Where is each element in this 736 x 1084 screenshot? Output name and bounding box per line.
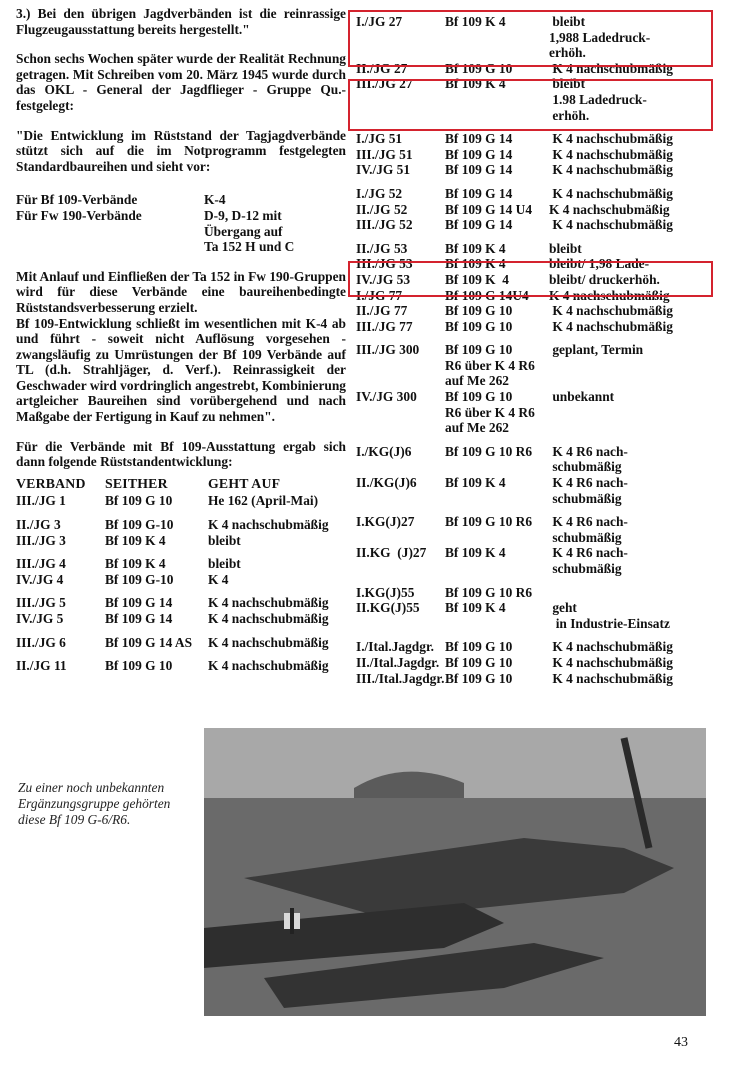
cell-geht-auf: bleibt: [208, 532, 241, 548]
cell-seither: Bf 109 G 10 R6: [445, 443, 533, 459]
cell-geht-auf: K 4 R6 nach-: [549, 545, 628, 561]
table-row: [356, 639, 716, 655]
allocation-unit: Für Bf 109-Verbände: [16, 192, 138, 208]
cell-geht-auf: K 4 nachschubmäßig: [549, 639, 673, 655]
cell-seither: Bf 109 G 14: [445, 131, 513, 147]
cell-geht-auf: K 4 R6 nach-: [549, 514, 628, 530]
row-spacer: [16, 548, 346, 556]
table-row: [356, 475, 716, 491]
cell-verband: II./JG 77: [356, 303, 408, 319]
table-row: [16, 556, 346, 572]
cell-seither: Bf 109 K 4: [445, 545, 506, 561]
cell-verband: I./JG 27: [356, 14, 403, 29]
cell-seither: Bf 109 G 10: [445, 389, 513, 405]
cell-verband: [356, 420, 445, 436]
cell-geht-auf: bleibt: [549, 14, 586, 29]
table-row: [356, 444, 716, 460]
cell-geht-auf: [549, 373, 709, 389]
cell-seither: Bf 109 G-10: [105, 517, 174, 533]
table-row: [356, 561, 716, 577]
cell-seither: Bf 109 G 10: [445, 670, 513, 686]
cell-geht-auf: bleibt: [549, 240, 582, 256]
row-spacer: [356, 233, 716, 241]
cell-seither: Bf 109 G 10 R6: [445, 584, 533, 600]
cell-seither: Bf 109 G 10: [445, 318, 513, 334]
cell-geht-auf: K 4 nachschubmäßig: [208, 658, 329, 674]
cell-verband: IV./JG 300: [356, 389, 417, 405]
column-header-seither: SEITHER: [105, 475, 168, 491]
table-row: [356, 186, 716, 202]
cell-verband: [356, 459, 445, 475]
paragraph-4: Mit Anlauf und Einfließen der Ta 152 in Fw 190-Gruppen wird für diese Verbände eine baureihenbedingte Rüststandsverbesserung erzielt.: [16, 268, 346, 315]
table-row: [356, 147, 716, 163]
paragraph-5: Bf 109-Entwicklung schließt im wesentlichen mit K-4 ab und führt - soweit nicht Auflösung vorgesehen - zwangsläufig zu Umrüstungen der Bf 109 Verbände auf TL (d.h. Strahljäger, d. Verf.). Reinrassigkeit der Geschwader wird vordringlich angestrebt, Kombinierung artgleicher Baureihen sind vorübergehend und nach Maßgabe der Fertigung in Kauf zu nehmen".: [16, 315, 346, 425]
cell-seither: Bf 109 G 14U4: [445, 287, 529, 303]
cell-geht-auf: erhöh.: [549, 45, 586, 61]
table-row: [356, 459, 716, 475]
cell-geht-auf: K 4 nachschubmäßig: [208, 595, 329, 611]
cell-geht-auf: K 4 nachschubmäßig: [549, 287, 670, 303]
cell-seither: Bf 109 K 4: [445, 600, 506, 616]
cell-seither: Bf 109 K 4: [105, 556, 166, 572]
aircraft-photo-illustration: [204, 728, 706, 1016]
table-row: [16, 517, 346, 533]
row-spacer: [356, 178, 716, 186]
cell-geht-auf: [549, 405, 709, 421]
cell-geht-auf: unbekannt: [549, 389, 615, 405]
cell-seither: Bf 109 K 4: [445, 256, 506, 272]
table-row: [356, 217, 716, 233]
cell-verband: [356, 616, 445, 632]
page-number: 43: [674, 1035, 688, 1050]
cell-seither: Bf 109 G 14 U4: [445, 201, 533, 217]
allocation-type: Übergang auf: [204, 223, 283, 239]
table-row: [356, 319, 716, 335]
cell-seither: Bf 109 G 10: [445, 303, 513, 319]
row-spacer: [356, 334, 716, 342]
cell-verband: II./KG(J)6: [356, 475, 417, 491]
cell-geht-auf: K 4 nachschubmäßig: [549, 318, 673, 334]
paragraph-2: Schon sechs Wochen später wurde der Realität Rechnung getragen. Mit Schreiben vom 20. März 1945 wurde durch das OKL - General der Jagdflieger - Gruppe Qu.- festgelegt:: [16, 51, 346, 113]
table-row: [356, 671, 716, 687]
cell-seither: Bf 109 G 10: [445, 639, 513, 655]
row-spacer: [16, 650, 346, 658]
paragraph-3: "Die Entwicklung im Rüststand der Tagjagdverbände stützt sich auf die im Notprogramm festgelegten Standardbaureihen und sieht vor:: [16, 127, 346, 174]
row-spacer: [16, 627, 346, 635]
cell-verband: IV./JG 4: [16, 571, 64, 587]
photo-caption: Zu einer noch unbekannten Ergänzungsgruppe gehörten diese Bf 109 G-6/R6.: [18, 780, 171, 827]
cell-verband: I.KG(J)27: [356, 514, 415, 530]
cell-verband: III./JG 6: [16, 634, 66, 650]
cell-seither: R6 über K 4 R6: [445, 357, 535, 373]
cell-geht-auf: schubmäßig: [549, 490, 622, 506]
cell-geht-auf: K 4 nachschubmäßig: [208, 634, 329, 650]
cell-geht-auf: K 4 nachschubmäßig: [549, 146, 673, 162]
cell-geht-auf: geht: [549, 600, 577, 616]
cell-seither: Bf 109 G 14: [445, 146, 513, 162]
allocation-type: K-4: [204, 192, 226, 208]
cell-verband: [356, 561, 445, 577]
cell-seither: Bf 109 K 4: [105, 532, 166, 548]
table-row: [356, 420, 716, 436]
cell-verband: III./JG 4: [16, 556, 66, 572]
table-row: [16, 572, 346, 588]
cell-verband: III./JG 5: [16, 595, 66, 611]
cell-verband: I.KG(J)55: [356, 584, 415, 600]
cell-verband: IV./JG 5: [16, 611, 64, 626]
row-spacer: [356, 631, 716, 639]
cell-seither: Bf 109 G 14: [445, 162, 513, 178]
cell-verband: II./JG 53: [356, 240, 408, 256]
highlight-box-jg53: [348, 261, 713, 297]
column-header-verband: VERBAND: [16, 475, 86, 491]
table-row: [16, 595, 346, 611]
cell-seither: Bf 109 K 4: [445, 475, 506, 491]
cell-verband: II.KG(J)55: [356, 600, 420, 616]
cell-seither: Bf 109 G 14 AS: [105, 634, 193, 650]
table-row: [356, 342, 716, 358]
table-row: [356, 202, 716, 218]
cell-seither: Bf 109 G 14: [105, 611, 173, 626]
cell-seither: auf Me 262: [445, 373, 509, 389]
cell-verband: [356, 530, 445, 546]
cell-verband: III./JG 52: [356, 217, 413, 233]
cell-geht-auf: geplant, Termin: [549, 342, 644, 358]
cell-geht-auf: K 4 nachschubmäßig: [208, 611, 329, 626]
paragraph-1: 3.) Bei den übrigen Jagdverbänden ist die reinrassige Flugzeugausstattung bereits hergestellt.": [16, 6, 346, 37]
table-row: [356, 389, 716, 405]
left-table: [16, 493, 346, 673]
cell-geht-auf: bleibt/ druckerhöh.: [549, 271, 660, 287]
cell-seither: [445, 530, 549, 546]
table-row: [356, 241, 716, 257]
cell-geht-auf: [549, 420, 709, 436]
cell-geht-auf: K 4 nachschubmäßig: [549, 670, 673, 686]
cell-geht-auf: K 4 nachschubmäßig: [549, 185, 673, 201]
cell-verband: II./JG 27: [356, 60, 408, 76]
table-row: [356, 600, 716, 616]
cell-verband: IV./JG 53: [356, 271, 411, 287]
table-row: [356, 655, 716, 671]
cell-seither: Bf 109 G 14: [445, 217, 513, 233]
cell-seither: Bf 109 G 10: [105, 493, 173, 509]
highlight-box-jg27-i: [348, 10, 713, 67]
cell-verband: III./JG 77: [356, 318, 413, 334]
cell-verband: III./JG 53: [356, 256, 413, 272]
cell-geht-auf: [549, 358, 709, 374]
cell-geht-auf: schubmäßig: [549, 459, 622, 475]
table-header: [16, 476, 346, 492]
cell-seither: Bf 109 G 10: [445, 654, 513, 670]
cell-verband: II./JG 11: [16, 658, 67, 674]
allocation-list: [16, 192, 346, 254]
cell-geht-auf: K 4 nachschubmäßig: [208, 517, 329, 533]
table-row: [356, 358, 716, 374]
cell-verband: II.KG (J)27: [356, 545, 427, 561]
cell-verband: I./KG(J)6: [356, 443, 412, 459]
cell-verband: [356, 373, 445, 389]
table-row: [16, 493, 346, 509]
allocation-type: D-9, D-12 mit: [204, 207, 282, 223]
table-row: [356, 373, 716, 389]
cell-verband: II./JG 52: [356, 201, 408, 217]
cell-verband: I./JG 52: [356, 185, 403, 201]
cell-geht-auf: He 162 (April-Mai): [208, 493, 319, 509]
table-row: [16, 658, 346, 674]
table-row: [356, 303, 716, 319]
cell-geht-auf: bleibt: [208, 556, 241, 572]
cell-geht-auf: K 4 nachschubmäßig: [549, 60, 673, 76]
cell-verband: IV./JG 51: [356, 162, 411, 178]
cell-verband: I./Ital.Jagdgr.: [356, 639, 435, 655]
cell-seither: R6 über K 4 R6: [445, 404, 535, 420]
cell-geht-auf: K 4 nachschubmäßig: [549, 162, 673, 178]
cell-geht-auf: K 4 nachschubmäßig: [549, 131, 673, 147]
cell-verband: I./JG 51: [356, 131, 403, 147]
table-row: [356, 491, 716, 507]
allocation-type: Ta 152 H und C: [204, 239, 295, 255]
cell-geht-auf: erhöh.: [549, 107, 590, 123]
table-row: [356, 530, 716, 546]
row-spacer: [356, 577, 716, 585]
cell-seither: Bf 109 K 4: [445, 271, 509, 287]
allocation-unit: [16, 224, 204, 240]
cell-geht-auf: schubmäßig: [549, 529, 622, 545]
cell-seither: Bf 109 K 4: [445, 76, 506, 92]
cell-geht-auf: K 4: [208, 571, 229, 587]
cell-seither: Bf 109 G-10: [105, 571, 174, 587]
cell-seither: Bf 109 G 10: [445, 342, 513, 358]
cell-verband: [356, 491, 445, 507]
row-spacer: [356, 436, 716, 444]
cell-verband: III./JG 51: [356, 146, 413, 162]
cell-geht-auf: 1,988 Ladedruck-: [549, 29, 651, 45]
table-row: [356, 616, 716, 632]
cell-geht-auf: K 4 nachschubmäßig: [549, 217, 673, 233]
cell-geht-auf: bleibt: [549, 76, 586, 92]
cell-geht-auf: bleibt/ 1,98 Lade-: [549, 256, 650, 272]
table-row: [356, 162, 716, 178]
highlight-box-jg27-iii: [348, 79, 713, 131]
table-row: [356, 545, 716, 561]
cell-verband: I./JG 77: [356, 287, 403, 303]
table-row: [16, 635, 346, 651]
cell-geht-auf: K 4 nachschubmäßig: [549, 303, 673, 319]
cell-geht-auf: K 4 R6 nach-: [549, 475, 628, 491]
row-spacer: [16, 587, 346, 595]
cell-geht-auf: [549, 585, 709, 601]
table-row: [356, 585, 716, 601]
cell-verband: III./JG 1: [16, 493, 66, 509]
table-row: [16, 611, 346, 627]
row-spacer: [356, 506, 716, 514]
column-header-geht-auf: GEHT AUF: [208, 475, 281, 491]
cell-seither: Bf 109 G 10: [445, 60, 513, 76]
cell-seither: auf Me 262: [445, 420, 509, 436]
cell-verband: III./JG 300: [356, 342, 420, 358]
cell-geht-auf: K 4 nachschubmäßig: [549, 201, 670, 217]
cell-seither: Bf 109 G 14: [105, 595, 173, 611]
cell-seither: Bf 109 G 14: [445, 185, 513, 201]
left-column: [16, 6, 346, 674]
cell-seither: Bf 109 K 4: [445, 14, 506, 29]
cell-geht-auf: 1.98 Ladedruck-: [549, 91, 647, 107]
cell-geht-auf: schubmäßig: [549, 561, 622, 576]
row-spacer: [16, 509, 346, 517]
aircraft-photo: [204, 728, 706, 1016]
paragraph-6: Für die Verbände mit Bf 109-Ausstattung ergab sich dann folgende Rüststandentwicklung:: [16, 438, 346, 470]
cell-geht-auf: K 4 R6 nach-: [549, 443, 628, 459]
cell-geht-auf: K 4 nachschubmäßig: [549, 654, 673, 670]
cell-verband: [356, 405, 445, 421]
cell-verband: II./JG 3: [16, 517, 61, 533]
cell-verband: III./JG 27: [356, 76, 413, 92]
cell-verband: II./Ital.Jagdgr.: [356, 654, 440, 670]
table-row: [16, 533, 346, 549]
cell-seither: [445, 459, 549, 475]
table-row: [356, 514, 716, 530]
cell-seither: Bf 109 G 10: [105, 658, 173, 674]
cell-seither: [445, 491, 549, 507]
cell-seither: [445, 616, 549, 632]
cell-verband: [356, 358, 445, 374]
cell-geht-auf: in Industrie-Einsatz: [549, 615, 670, 631]
allocation-unit: Für Fw 190-Verbände: [16, 207, 142, 223]
cell-seither: Bf 109 G 10 R6: [445, 514, 533, 530]
cell-seither: [445, 561, 549, 577]
table-row: [356, 131, 716, 147]
allocation-unit: [16, 239, 204, 255]
table-row: [356, 405, 716, 421]
cell-seither: Bf 109 K 4: [445, 240, 506, 256]
cell-verband: III./JG 3: [16, 532, 66, 548]
cell-verband: III./Ital.Jagdgr.: [356, 670, 445, 686]
